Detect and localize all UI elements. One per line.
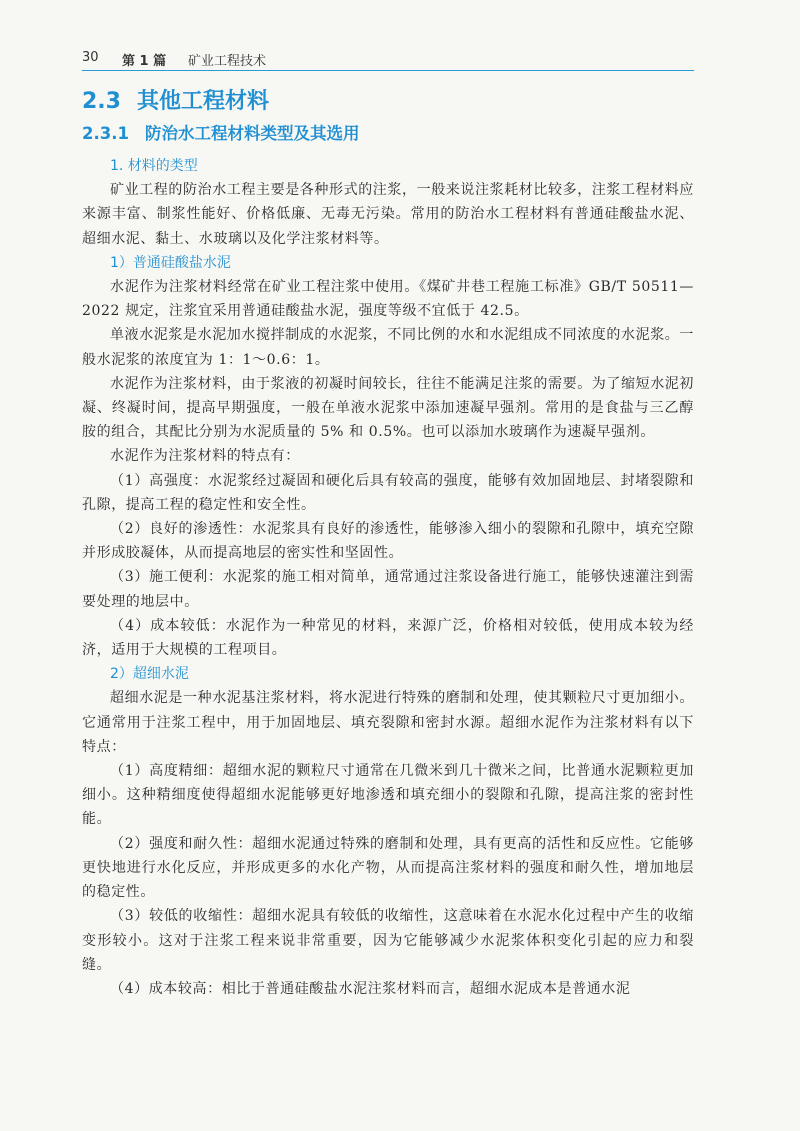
ultrafine-feature-1: （1）高度精细：超细水泥的颗粒尺寸通常在几微米到几十微米之间，比普通水泥颗粒更加细小。这种精细度使得超细水泥能够更好地渗透和填充细小的裂隙和孔隙，提高注浆的密封性能。 bbox=[82, 763, 694, 828]
part-label: 第 1 篇 bbox=[122, 54, 167, 69]
chapter-title: 矿业工程技术 bbox=[188, 54, 267, 69]
ultrafine-feature-2: （2）强度和耐久性：超细水泥通过特殊的磨制和处理，具有更高的活性和反应性。它能够更快地进行水化反应，并形成更多的水化产物，从而提高注浆材料的强度和耐久性，增加地层的稳定性。 bbox=[82, 835, 694, 901]
body-text bbox=[82, 154, 694, 1001]
paragraph-ultrafine-1: 超细水泥是一种水泥基注浆材料，将水泥进行特殊的磨制和处理，使其颗粒尺寸更加细小。它通常用于注浆工程中，用于加固地层、填充裂隙和密封水源。超细水泥作为注浆材料有以下特点： bbox=[82, 690, 694, 755]
paragraph-intro: 矿业工程的防治水工程主要是各种形式的注浆，一般来说注浆耗材比较多，注浆工程材料应来源丰富、制浆性能好、价格低廉、无毒无污染。常用的防治水工程材料有普通硅酸盐水泥、超细水泥、黏土、水玻璃以及化学注浆材料等。 bbox=[82, 182, 694, 247]
subsection-heading bbox=[82, 120, 359, 144]
section-title: 其他工程材料 bbox=[136, 89, 269, 114]
ultrafine-feature-3: （3）较低的收缩性：超细水泥具有较低的收缩性，这意味着在水泥水化过程中产生的收缩变形较小。这对于注浆工程来说非常重要，因为它能够减少水泥浆体积变化引起的应力和裂缝。 bbox=[82, 908, 694, 973]
subsection-number: 2.3.1 bbox=[82, 124, 129, 143]
cement-feature-1: （1）高强度：水泥浆经过凝固和硬化后具有较高的强度，能够有效加固地层、封堵裂隙和孔隙，提高工程的稳定性和安全性。 bbox=[82, 472, 694, 513]
header-rule bbox=[82, 70, 694, 71]
cement-feature-3: （3）施工便利：水泥浆的施工相对简单，通常通过注浆设备进行施工，能够快速灌注到需要处理的地层中。 bbox=[82, 569, 694, 610]
paragraph-cement-1: 水泥作为注浆材料经常在矿业工程注浆中使用。《煤矿井巷工程施工标准》GB/T 50511—2022 规定，注浆宜采用普通硅酸盐水泥，强度等级不宜低于 42.5。 bbox=[82, 279, 694, 320]
running-header bbox=[82, 46, 690, 72]
page-number: 30 bbox=[82, 50, 99, 65]
paragraph-cement-4: 水泥作为注浆材料的特点有： bbox=[110, 448, 300, 465]
heading-ultrafine-cement: 2）超细水泥 bbox=[110, 666, 189, 683]
cement-feature-4: （4）成本较低：水泥作为一种常见的材料，来源广泛，价格相对较低，使用成本较为经济，适用于大规模的工程项目。 bbox=[82, 617, 694, 659]
ultrafine-feature-4: （4）成本较高：相比于普通硅酸盐水泥注浆材料而言，超细水泥成本是普通水泥 bbox=[110, 980, 631, 997]
paragraph-cement-2: 单液水泥浆是水泥加水搅拌制成的水泥浆，不同比例的水和水泥组成不同浓度的水泥浆。一般水泥浆的浓度宜为 1：1～0.6：1。 bbox=[82, 327, 694, 368]
cement-feature-2: （2）良好的渗透性：水泥浆具有良好的渗透性，能够渗入细小的裂隙和孔隙中，填充空隙并形成胶凝体，从而提高地层的密实性和坚固性。 bbox=[82, 521, 694, 562]
section-heading bbox=[82, 84, 269, 115]
heading-portland-cement: 1）普通硅酸盐水泥 bbox=[110, 254, 231, 271]
heading-material-types: 1. 材料的类型 bbox=[110, 158, 198, 174]
section-number: 2.3 bbox=[82, 89, 121, 114]
subsection-title: 防治水工程材料类型及其选用 bbox=[144, 124, 360, 143]
paragraph-cement-3: 水泥作为注浆材料，由于浆液的初凝时间较长，往往不能满足注浆的需要。为了缩短水泥初凝、终凝时间，提高早期强度，一般在单液水泥浆中添加速凝早强剂。常用的是食盐与三乙醇胺的组合，其配比分别为水泥质量的 5% 和 0.5%。也可以添加水玻璃作为速凝早强剂。 bbox=[82, 375, 694, 441]
